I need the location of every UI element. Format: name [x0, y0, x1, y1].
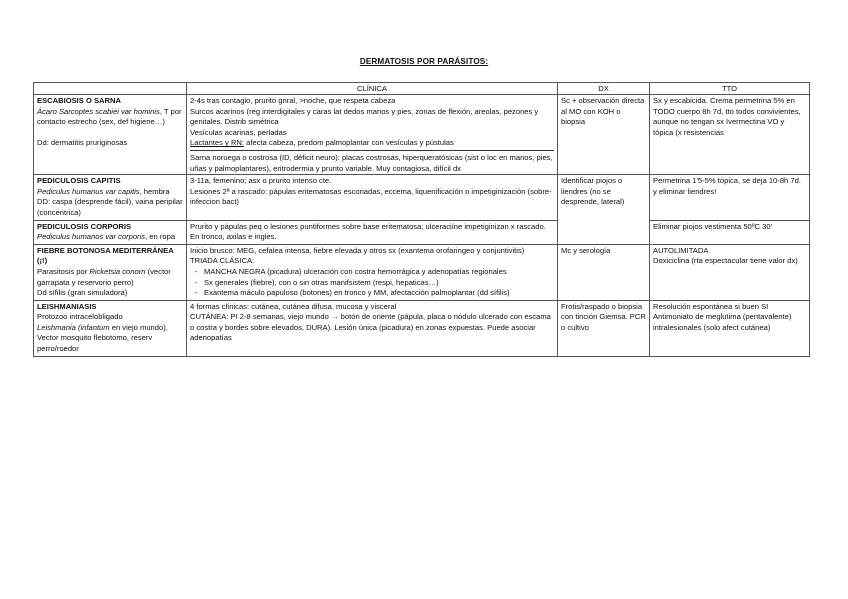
table-row [34, 300, 810, 356]
disease-description: , en ropa [145, 232, 176, 242]
disease-description: en viejo mundo). Vector mosquito flebotomo, reserv perro/roedor [37, 322, 168, 354]
table-row [34, 95, 810, 175]
disease-description: Parasitosis por [37, 266, 90, 276]
disease-name: PEDICULOSIS CAPITIS [37, 176, 121, 186]
clinica-text: 3-11a, femenino; asx o prurito intenso cte. [190, 176, 332, 186]
differential-diagnosis: Dd: dermatitis pruriginosas [37, 137, 128, 147]
list-item: - Exantema máculo papuloso (botones) en tronco y MM, afectacción palmoplantar (dd sífilis) [195, 288, 554, 299]
clinica-text: CUTÁNEA: PI 2-8 semanas, viejo mundo → botón de oriente (pápula, placa o nódulo ulcerado con escama o costra y bordes sobre elevados, DURA). Lesión única (picadura) en zonas expuestas. Puede asociar adenopatías [190, 312, 551, 343]
clinica-text: Sarna noruega o costrosa (ID, déficit neuro): placas costrosas, hiperqueratósicas (sist o loc en manos, pies, uñas y palmoplantares), eritrodermia y prurito variable. Muy contagiosa, difícil dx [190, 152, 553, 173]
clinica-text: Lesiones 2ª a rascado: pápulas eritematosas escoriadas, eccema, liquenificación o impetiginización (sobre-infeccion bact) [190, 186, 552, 207]
tto-cell [650, 300, 810, 356]
dx-cell [558, 300, 650, 356]
header-empty [34, 83, 187, 95]
table-row [34, 244, 810, 300]
disease-name: FIEBRE BOTONOSA MEDITERRÁNEA (¡!) [37, 245, 174, 266]
pathogen-name: Leishmania (infantum [37, 322, 110, 332]
dx-text: Sc + observación directa al MO con KOH o biopsia [561, 96, 645, 127]
disease-name: ESCABIOSIS O SARNA [37, 96, 121, 105]
clinica-subheading: TRIADA CLÁSICA: [190, 256, 255, 266]
disease-cell [34, 95, 187, 175]
disease-description: , hembra [139, 186, 170, 196]
clinica-subsection [190, 138, 554, 151]
pathogen-name: Ricketsia conorri [89, 266, 146, 276]
clinica-text: afecta cabeza, predom palmoplantar con vesículas y pústulas [244, 138, 454, 148]
disease-cell [34, 244, 187, 300]
clinica-cell [187, 244, 558, 300]
clinica-cell [187, 175, 558, 220]
disease-description: (vector garrapata y reservorio perro) [37, 266, 171, 287]
dx-cell [558, 244, 650, 300]
tto-text: AUTOLIMITADA [653, 245, 709, 255]
clinica-cell [187, 220, 558, 244]
clinica-text: Prurito y pápulas peq o lesiones puntiformes sobre base eritematosa; ulceraciíne impetiginizan x rascado. En tronco, axilas e ingles. [190, 221, 546, 242]
document-title: DERMATOSIS POR PARÁSITOS: [359, 57, 489, 66]
tto-text: Eliminar piojos vestimenta 50ºC 30' [653, 221, 773, 231]
tto-text: Sx y escabicida. Crema permetrina 5% en TODO cuerpo 8h 7d, tto todos convivientes, aunque no tengan sx Ivermectina VO y tópica (x resistencias [653, 96, 801, 137]
table-row [34, 220, 810, 244]
pathogen-name: Pediculus humanos var corporis [37, 232, 146, 242]
dx-text: Identificar piojos o liendres (no se desprende, lateral) [561, 176, 625, 207]
header-row [34, 83, 810, 95]
header-clinica: CLÍNICA [187, 83, 558, 95]
pathogen-name: Ácaro Sarcoptes scabiei var hominis [37, 106, 160, 116]
header-dx: DX [558, 83, 650, 95]
clinica-text: Vesículas acarinas, perladas [190, 127, 287, 137]
disease-description: Protozoo intracelobligado [37, 312, 123, 322]
differential-diagnosis: Dd sífilis (gran simuladora) [37, 288, 128, 298]
tto-cell [650, 244, 810, 300]
table-row [34, 175, 810, 220]
differential-diagnosis: DD: caspa (desprende fácil), vaina peripilar (concéntrica) [37, 197, 183, 217]
triad-list [190, 267, 554, 299]
parasites-table [33, 82, 810, 357]
clinica-cell [187, 300, 558, 356]
disease-description: , T por contacto estrecho (sex, def higiene…) [37, 106, 182, 127]
dx-cell [558, 95, 650, 175]
list-item: - Sx generales (fiebre), con o sin otras manifsistem (respi, hepaticas…) [195, 278, 554, 289]
tto-text: Doxiciclina (rta espectacular tiene valor dx) [653, 256, 798, 266]
dx-text: Mc y serología [561, 245, 611, 255]
clinica-text: 2-4s tras contagio, prurito gnral, >noche, que respeta cabeza [190, 96, 396, 105]
disease-cell [34, 300, 187, 356]
tto-text: Permetrina 1'5-5% tópica, se deja 10-8h 7d. y eliminar liendres! [653, 176, 801, 196]
clinica-subheading: Lactantes y RN: [190, 138, 245, 148]
disease-name: LEISHMANIASIS [37, 301, 97, 311]
tto-text: Resolución espontánea si buen SI Antimoniato de meglutima (pentavalente) intralesionales (solo afect cutánea) [653, 301, 792, 332]
header-tto: TTO [650, 83, 810, 95]
clinica-cell [187, 95, 558, 175]
disease-name: PEDICULOSIS CORPORIS [37, 221, 132, 231]
clinica-text: Surcos acarinos (reg interdigitales y caras lat dedos manos y pies, zonas de flexión, areolas, pezones y genitales. Distrib simétrica [190, 106, 539, 127]
clinica-text: Inicio brusco: MEG, cefalea intensa, fiebre elevada y otros sx (exantema orofaringeo y conjuntivitis) [190, 245, 525, 255]
tto-cell [650, 95, 810, 175]
tto-cell [650, 175, 810, 220]
dx-cell [558, 175, 650, 245]
clinica-text: 4 formas clínicas: cutánea, cutánea difusa, mucosa y visceral [190, 301, 397, 311]
list-item: - MANCHA NEGRA (picadura) ulceración con costra hemorrágica y adenopatías regionales [195, 267, 554, 278]
dx-text: Frotis/raspado o biopsia con tinción Giemsa. PCR o cultivo [561, 301, 646, 332]
disease-cell [34, 175, 187, 220]
pathogen-name: Pediculus humanus var capitis [37, 186, 140, 196]
tto-cell [650, 220, 810, 244]
disease-cell [34, 220, 187, 244]
